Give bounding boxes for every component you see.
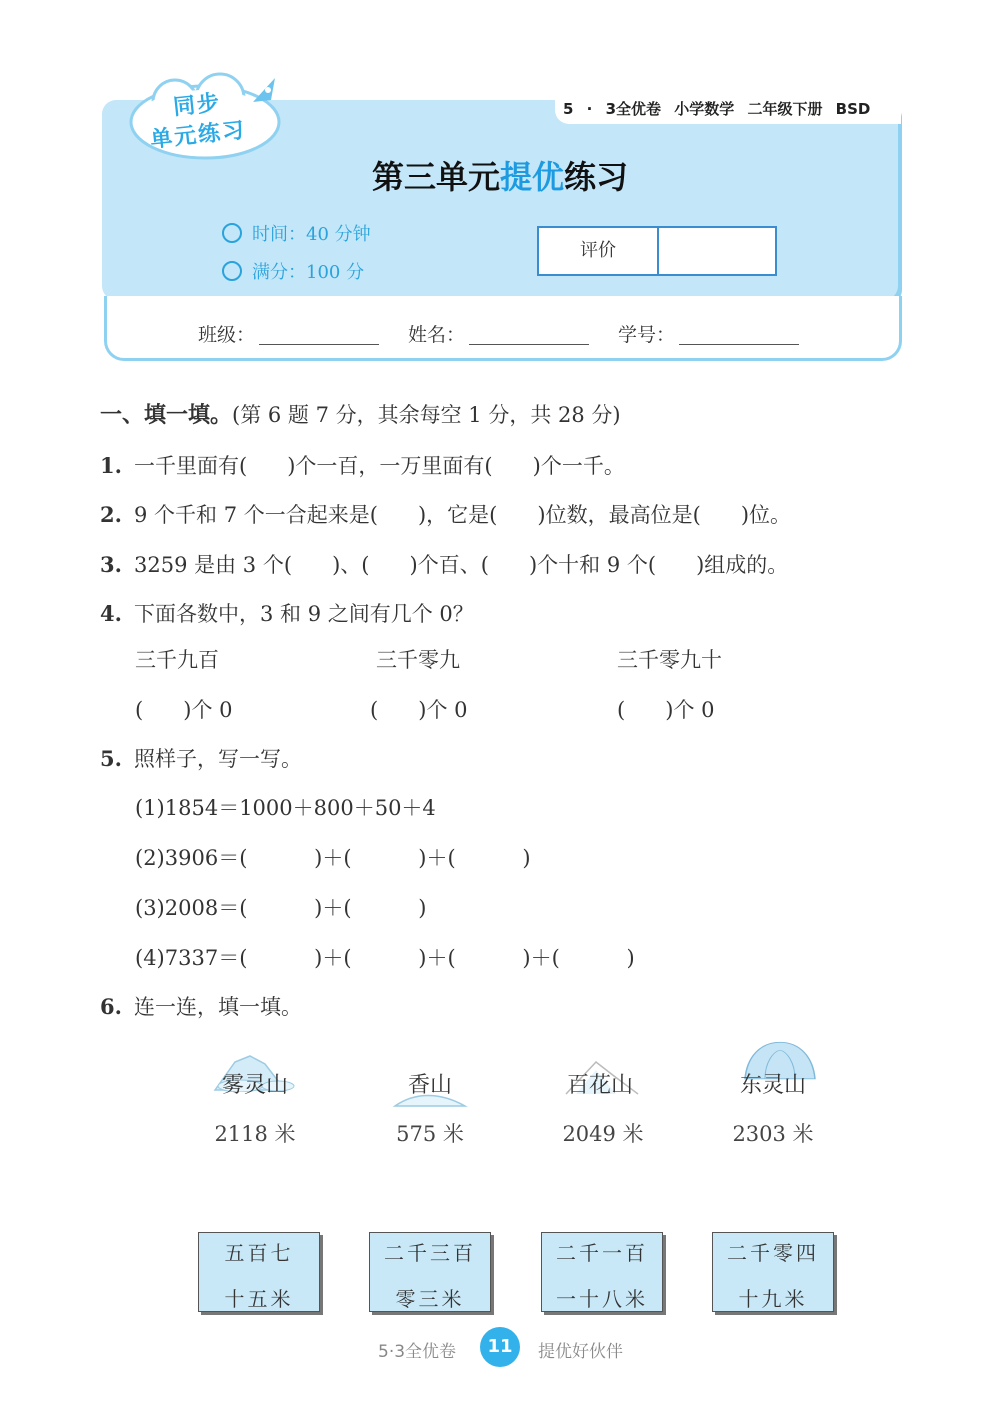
class-field[interactable] [198, 320, 379, 347]
mountain-name: 香山 [407, 1073, 452, 1098]
question-number: 6. [100, 994, 122, 1019]
q4-blank-3[interactable]: ( )个 0 [617, 698, 715, 722]
q4-word-1: 三千九百 [135, 648, 219, 672]
q5-item-3[interactable]: (3)2008＝( )＋( ) [135, 896, 427, 920]
question-number: 2. [100, 502, 122, 527]
card-line-1: 二千三百 [384, 1241, 476, 1265]
card-line-1: 五百七 [224, 1241, 294, 1265]
section-note: (第 6 题 7 分，其余每空 1 分，共 28 分) [232, 403, 621, 427]
question-text: 照样子，写一写。 [134, 747, 302, 771]
question-6 [100, 991, 302, 1021]
title-part1: 第三单元 [371, 158, 500, 196]
section-title: 一、填一填。 [100, 403, 233, 428]
question-text: 下面各数中，3 和 9 之间有几个 0？ [134, 602, 474, 626]
clock-icon [222, 223, 242, 243]
q5-example: (1)1854＝1000＋800＋50＋4 [135, 796, 436, 820]
section-heading [100, 398, 621, 429]
question-5 [100, 743, 302, 773]
match-card[interactable] [712, 1232, 834, 1312]
page-number: 11 [480, 1327, 520, 1367]
question-number: 3. [100, 552, 122, 577]
class-blank[interactable] [259, 344, 379, 345]
q5-item-4[interactable]: (4)7337＝( )＋( )＋( )＋( ) [135, 946, 635, 970]
badge-text-top: 同步 [172, 90, 223, 121]
question-number: 1. [100, 453, 122, 478]
question-1[interactable] [100, 450, 625, 480]
class-label: 班级： [198, 324, 256, 346]
question-text: 3259 是由 3 个( )、( )个百、( )个十和 9 个( )组成的。 [134, 553, 789, 577]
card-line-2: 零三米 [395, 1287, 465, 1311]
id-blank[interactable] [679, 344, 799, 345]
q5-item-2[interactable]: (2)3906＝( )＋( )＋( ) [135, 846, 531, 870]
time-info [222, 220, 371, 246]
name-label: 姓名： [408, 324, 466, 346]
mountain-height[interactable]: 2049 米 [562, 1122, 644, 1146]
score-info [222, 258, 364, 284]
q4-word-3: 三千零九十 [617, 648, 722, 672]
question-text: 一千里面有( )个一百，一万里面有( )个一千。 [134, 454, 625, 478]
id-label: 学号： [618, 324, 676, 346]
score-text: 满分：100 分 [252, 262, 365, 283]
check-icon [222, 261, 242, 281]
question-number: 5. [100, 746, 122, 771]
mountain-name: 百花山 [566, 1073, 633, 1098]
mountain-height[interactable]: 2303 米 [732, 1122, 814, 1146]
page-title [0, 152, 1000, 198]
question-text: 连一连，填一填。 [134, 995, 302, 1019]
question-4 [100, 598, 474, 628]
mountain-name: 东灵山 [739, 1073, 806, 1098]
name-field[interactable] [408, 320, 589, 347]
match-card[interactable] [198, 1232, 320, 1312]
q4-blank-1[interactable]: ( )个 0 [135, 698, 233, 722]
id-field[interactable] [618, 320, 799, 347]
evaluation-label: 评价 [539, 228, 659, 274]
question-3[interactable] [100, 549, 788, 579]
evaluation-box [537, 226, 777, 276]
card-line-2: 一十八米 [556, 1287, 648, 1311]
question-2[interactable] [100, 499, 791, 529]
name-blank[interactable] [469, 344, 589, 345]
title-part2: 练习 [564, 158, 629, 196]
mountain-name: 雾灵山 [221, 1073, 288, 1098]
q4-blank-2[interactable]: ( )个 0 [370, 698, 468, 722]
footer-slogan: 提优好伙伴 [538, 1342, 623, 1362]
card-line-1: 二千一百 [556, 1241, 648, 1265]
card-line-2: 十五米 [224, 1287, 294, 1311]
mountain-height[interactable]: 575 米 [396, 1122, 464, 1146]
question-number: 4. [100, 601, 122, 626]
title-highlight: 提优 [499, 158, 564, 196]
q4-word-2: 三千零九 [376, 648, 460, 672]
footer-series: 5·3全优卷 [378, 1342, 457, 1362]
question-text: 9 个千和 7 个一合起来是( )，它是( )位数，最高位是( )位。 [134, 503, 792, 527]
time-text: 时间：40 分钟 [252, 224, 371, 245]
mountain-height[interactable]: 2118 米 [214, 1122, 296, 1146]
series-label: 5 · 3全优卷 小学数学 二年级下册 BSD [563, 100, 871, 118]
match-card[interactable] [541, 1232, 663, 1312]
match-card[interactable] [369, 1232, 491, 1312]
card-line-1: 二千零四 [727, 1241, 819, 1265]
badge-text-bottom: 单元练习 [149, 118, 248, 153]
card-line-2: 十九米 [738, 1287, 808, 1311]
